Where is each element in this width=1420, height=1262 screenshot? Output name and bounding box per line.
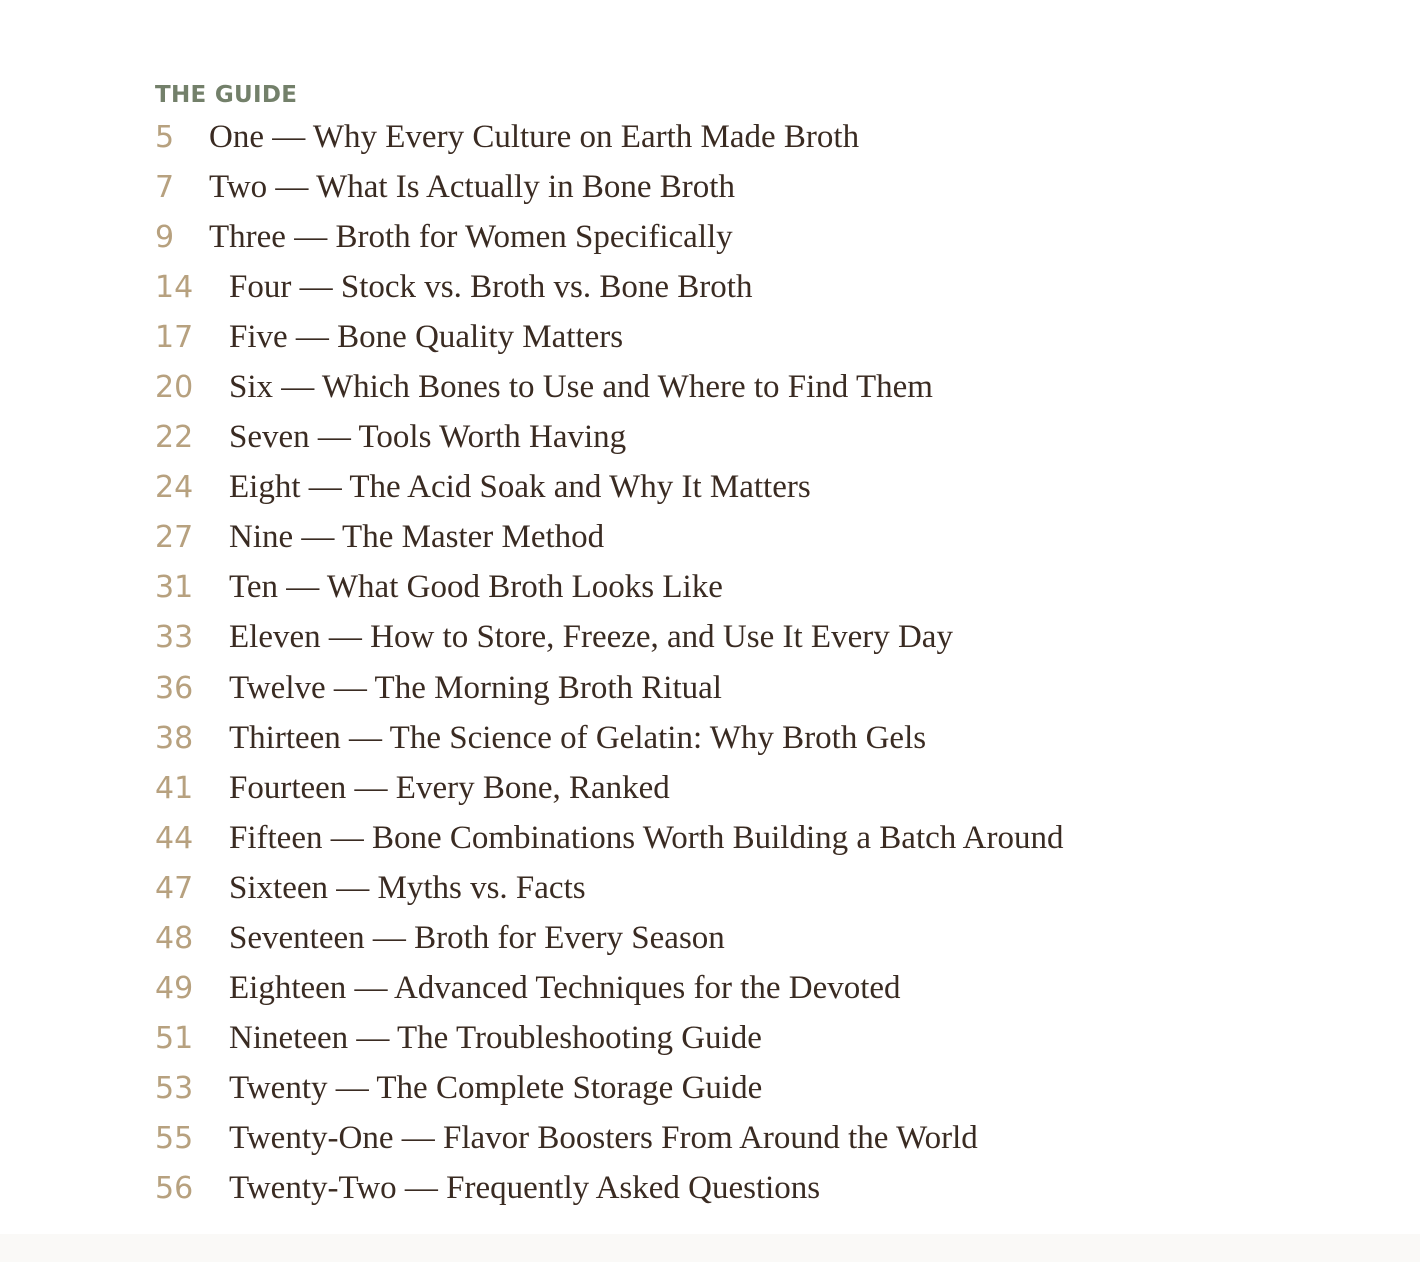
toc-entry[interactable]: [155, 863, 1255, 913]
toc-page-number: 55: [155, 1120, 194, 1156]
toc-page-number: 48: [155, 920, 194, 956]
toc-entry[interactable]: [155, 713, 1255, 763]
toc-page-number: 49: [155, 970, 194, 1006]
toc-chapter-title: Thirteen — The Science of Gelatin: Why Broth Gels: [229, 719, 927, 756]
toc-entry[interactable]: [155, 763, 1255, 813]
toc-chapter-title: Nine — The Master Method: [229, 519, 605, 556]
toc-chapter-title: Sixteen — Myths vs. Facts: [229, 869, 586, 906]
toc-page-number: 24: [155, 470, 194, 506]
toc-page-number: 38: [155, 720, 194, 756]
toc-chapter-title: Fifteen — Bone Combinations Worth Building a Batch Around: [229, 819, 1064, 856]
toc-chapter-title: Twenty-Two — Frequently Asked Questions: [229, 1169, 821, 1206]
toc-chapter-title: Six — Which Bones to Use and Where to Find Them: [229, 369, 933, 406]
toc-entry[interactable]: [155, 612, 1255, 662]
toc-page-number: 41: [155, 770, 194, 806]
toc-entry[interactable]: [155, 262, 1255, 312]
toc-chapter-title: Seven — Tools Worth Having: [229, 419, 627, 456]
toc-entry[interactable]: [155, 112, 1255, 162]
toc-page-number: 5: [155, 120, 175, 155]
toc-entry[interactable]: [155, 212, 1255, 262]
toc-chapter-title: Twenty-One — Flavor Boosters From Around the World: [229, 1119, 978, 1156]
toc-page-number: 31: [155, 570, 194, 606]
table-of-contents: [155, 78, 1255, 1213]
toc-chapter-title: Three — Broth for Women Specifically: [209, 219, 733, 256]
toc-page-number: 20: [155, 370, 194, 406]
toc-page-number: 22: [155, 420, 194, 456]
toc-chapter-title: Twelve — The Morning Broth Ritual: [229, 669, 722, 706]
toc-entry[interactable]: [155, 462, 1255, 512]
toc-chapter-title: Seventeen — Broth for Every Season: [229, 919, 725, 956]
toc-entry[interactable]: [155, 562, 1255, 612]
toc-page-number: 56: [155, 1170, 194, 1206]
toc-entry[interactable]: [155, 362, 1255, 412]
toc-chapter-title: Twenty — The Complete Storage Guide: [229, 1069, 763, 1106]
toc-entry[interactable]: [155, 162, 1255, 212]
toc-entry[interactable]: [155, 813, 1255, 863]
toc-chapter-title: One — Why Every Culture on Earth Made Broth: [209, 119, 860, 155]
toc-entry[interactable]: [155, 1013, 1255, 1063]
toc-page-number: 47: [155, 870, 194, 906]
toc-page-number: 17: [155, 320, 194, 356]
toc-chapter-title: Four — Stock vs. Broth vs. Bone Broth: [229, 269, 753, 306]
toc-entry[interactable]: [155, 663, 1255, 713]
toc-entry[interactable]: [155, 963, 1255, 1013]
toc-page-number: 53: [155, 1070, 194, 1106]
toc-entry[interactable]: [155, 312, 1255, 362]
toc-entry[interactable]: [155, 913, 1255, 963]
toc-page-number: 14: [155, 270, 194, 306]
toc-page-number: 44: [155, 820, 194, 856]
toc-entry[interactable]: [155, 1063, 1255, 1113]
toc-chapter-title: Eleven — How to Store, Freeze, and Use It Every Day: [229, 619, 953, 656]
toc-entry[interactable]: [155, 412, 1255, 462]
toc-page-number: 27: [155, 520, 194, 556]
toc-entry[interactable]: [155, 1113, 1255, 1163]
toc-heading: THE GUIDE: [155, 82, 298, 108]
page-bottom-band: [0, 1234, 1420, 1262]
toc-page-number: 36: [155, 670, 194, 706]
toc-chapter-title: Five — Bone Quality Matters: [229, 319, 624, 356]
toc-list: [155, 112, 1255, 1213]
toc-page-number: 7: [155, 170, 175, 206]
toc-chapter-title: Fourteen — Every Bone, Ranked: [229, 769, 670, 806]
toc-chapter-title: Eight — The Acid Soak and Why It Matters: [229, 469, 811, 506]
toc-entry[interactable]: [155, 512, 1255, 562]
toc-page-number: 33: [155, 620, 194, 656]
toc-chapter-title: Ten — What Good Broth Looks Like: [229, 569, 723, 606]
toc-page-number: 51: [155, 1020, 194, 1056]
toc-chapter-title: Two — What Is Actually in Bone Broth: [209, 169, 735, 206]
toc-chapter-title: Eighteen — Advanced Techniques for the Devoted: [229, 969, 901, 1006]
toc-page-number: 9: [155, 220, 175, 256]
toc-chapter-title: Nineteen — The Troubleshooting Guide: [229, 1019, 762, 1056]
toc-entry[interactable]: [155, 1163, 1255, 1213]
